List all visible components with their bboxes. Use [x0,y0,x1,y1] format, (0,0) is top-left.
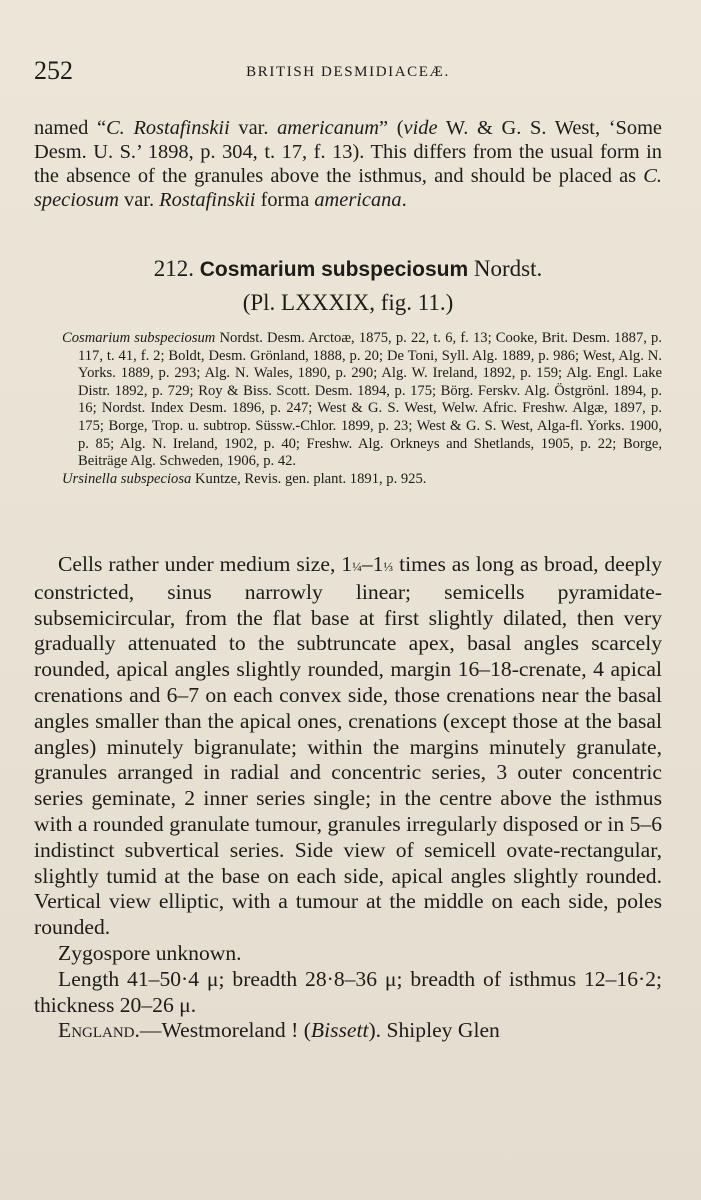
measurements-paragraph: Length 41–50·4 μ; breadth 28·8–36 μ; breadth of isthmus 12–16·2; thickness 20–26 μ. [34,966,662,1017]
description-block [34,552,662,1044]
zygospore-paragraph: Zygospore unknown. [58,940,242,965]
locality-text: ). Shipley Glen [368,1018,500,1043]
intro-text: forma [255,189,315,211]
intro-paragraph [34,116,662,212]
synonymy-paragraph [62,330,662,471]
description-text: times as long as broad, deeply constricted, sinus narrowly linear; semicells pyramidate-subsemicircular, from the flat base at first slightly dilated, then very gradually attenuated to the subtruncate apex, basal angles scarcely rounded, apical angles slightly rounded, margin 16–18-crenate, 4 apical crenations and 6–7 on each convex side, those crenations near the basal angles smaller than the apical ones, crenations (except those at the basal angles) minutely bigranulate; within the margins minutely granulate, granules arranged in radial and concentric series, 3 outer concentric series geminate, 2 inner series single; in the centre above the isthmus with a rounded granulate tumour, granules irregularly disposed or in 5–6 indistinct subvertical series. Side view of semicell ovate-rectangular, slightly tumid at the base on each side, apical angles slightly rounded. Vertical view elliptic, with a tumour at the middle on each side, poles rounded. [34,552,662,940]
intro-italic: vide [403,117,438,139]
intro-text: named “ [34,117,107,139]
species-title [34,254,662,285]
intro-text: . [401,189,407,211]
description-paragraph [34,552,662,941]
locality-text: —Westmoreland ! ( [139,1018,311,1043]
intro-italic: americana [314,189,402,211]
intro-italic: C. Rostafinskii [106,117,230,139]
synonymy-block [62,330,662,488]
locality-country: England. [58,1018,140,1043]
synonym-name: Cosmarium subspeciosum [62,330,216,346]
species-number: 212. [153,256,194,281]
locality-collector: Bissett [310,1018,369,1043]
intro-text: var. [229,117,278,139]
species-name: Cosmarium subspeciosum [199,258,469,281]
running-title: BRITISH DESMIDIACEÆ. [246,64,450,80]
synonym-references: Kuntze, Revis. gen. plant. 1891, p. 925. [191,470,427,487]
description-text: –1 [361,552,384,576]
fraction: ⅓ [383,559,394,574]
intro-text: var. [118,189,160,211]
page-number: 252 [34,56,73,85]
fraction: ¼ [352,559,362,574]
species-heading [34,254,662,319]
intro-italic: C. speciosum [34,165,662,211]
intro-italic: americanum [277,117,380,139]
synonymy-paragraph [62,471,662,489]
intro-text: W. & G. S. West, ‘Some Desm. U. S.’ 1898, p. 304, t. 17, f. 13). This differs from the usual form in the absence of the granules above the isthmus, and should be placed as [34,117,662,187]
synonym-references: Nordst. Desm. Arctoæ, 1875, p. 22, t. 6, f. 13; Cooke, Brit. Desm. 1887, p. 117, t. 41, f. 2; Boldt, Desm. Grönland, 1888, p. 20; De Toni, Syll. Alg. 1889, p. 986; West, Alg. N. Yorks. 1889, p. 293; Alg. N. Wales, 1890, p. 290; Alg. W. Ireland, 1892, p. 159; Alg. Engl. Lake Distr. 1892, p. 729; Roy & Biss. Scott. Desm. 1894, p. 175; Börg. Ferskv. Alg. Östgrönl. 1894, p. 16; Nordst. Index Desm. 1896, p. 247; West & G. S. West, Welw. Afric. Freshw. Algæ, 1897, p. 175; Borge, Trop. u. subtrop. Süssw.-Chlor. 1899, p. 23; West & G. S. West, Alga-fl. Yorks. 1900, p. 85; Alg. N. Ireland, 1902, p. 40; Freshw. Alg. Orkneys and Shetlands, 1905, p. 22; Borge, Beiträge Alg. Schweden, 1906, p. 42. [78,330,663,470]
species-authority: Nordst. [473,256,543,281]
intro-text: ” ( [379,117,404,139]
synonym-name: Ursinella subspeciosa [62,470,192,487]
running-head [34,56,662,92]
description-text: Cells rather under medium size, 1 [58,552,353,576]
plate-reference: (Pl. LXXXIX, fig. 11.) [242,290,454,315]
intro-italic: Rostafinskii [159,189,256,211]
locality-paragraph [34,1018,662,1044]
